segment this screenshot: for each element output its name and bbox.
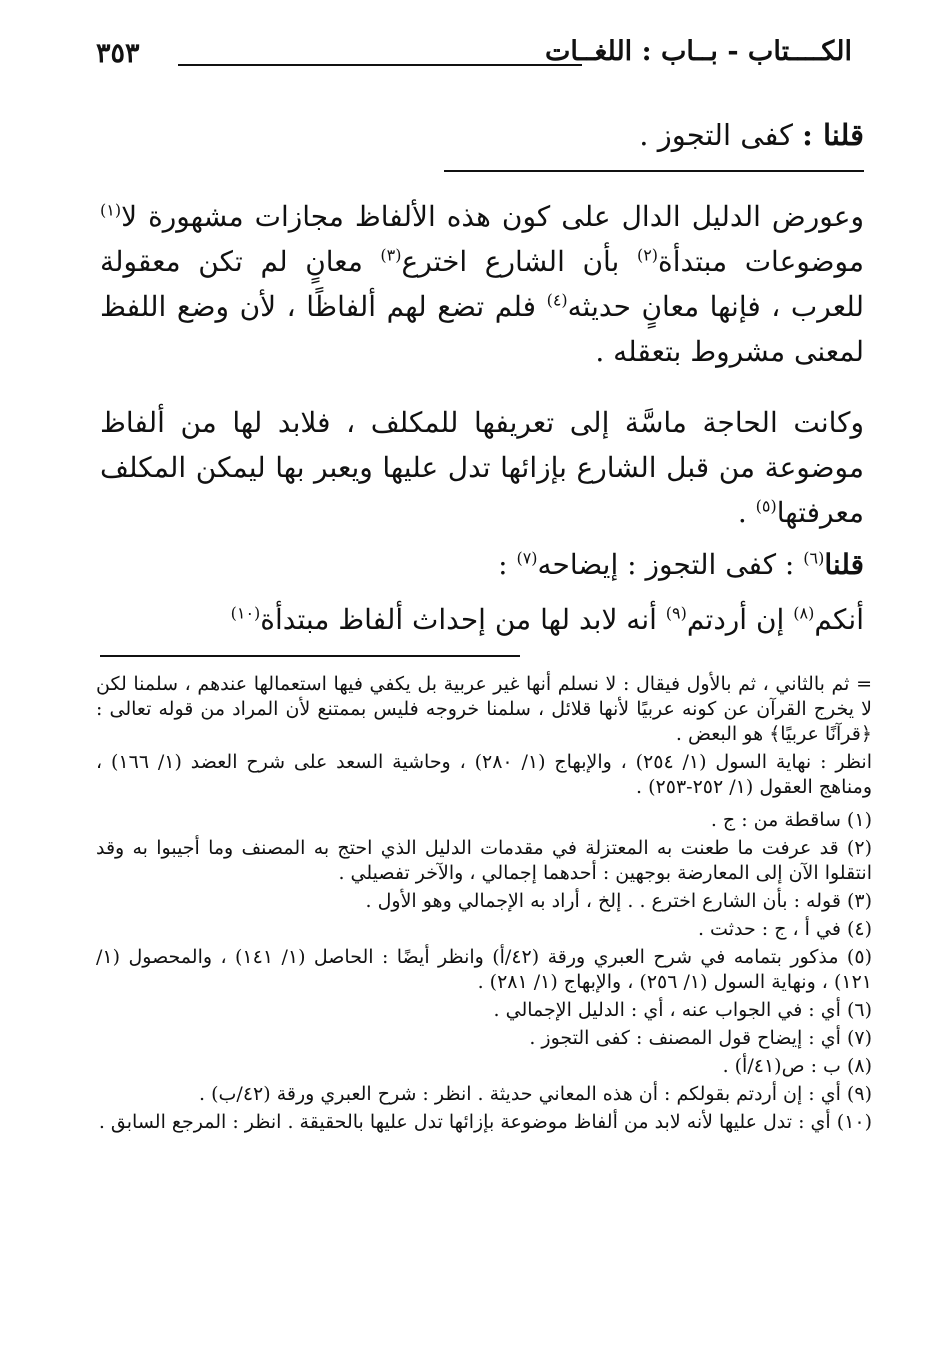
footnote-2: (٢) قد عرفت ما طعنت به المعتزلة في مقدمات الدليل الذي احتج به المصنف وما أجيبوا به وقد انتقلوا الآن إلى المعارضة بوجهين : أحدهما إجمالي ، والآخر تفصيلي . xyxy=(96,837,872,884)
p1-text-c: بأن الشارع اخترع xyxy=(401,245,637,278)
reply-line xyxy=(100,548,864,581)
running-title: الكــــتاب - بــاب : اللغــات xyxy=(545,36,852,67)
paragraph-need xyxy=(100,400,864,535)
footnote-5: (٥) مذكور بتمامه في شرح العبري ورقة (٤٢/أ) وانظر أيضًا : الحاصل (١/ ١٤١) ، والمحصول (١/ ١٢١) ، ونهاية السول (١/ ٢٥٦) ، والإبهاج (١/ ٢٨١) . xyxy=(96,946,872,993)
footnote-mark-4: (٤) xyxy=(546,290,568,310)
reply-text-b: : xyxy=(498,548,517,581)
footnote-mark-1: (١) xyxy=(100,200,122,220)
objection-text-a: أنكم xyxy=(814,603,864,636)
footnote-mark-10: (١٠) xyxy=(230,603,261,623)
footnote-6: (٦) أي : في الجواب عنه ، أي : الدليل الإجمالي . xyxy=(493,999,872,1021)
p1-text-e: فلم تضع لهم ألفاظًا ، لأن وضع اللفظ لمعنى مشروط بتعقله . xyxy=(100,290,864,368)
footnote-8: (٨) ب : ص(٤١/أ) . xyxy=(722,1055,872,1077)
footnote-7: (٧) أي : إيضاح قول المصنف : كفى التجوز . xyxy=(529,1027,872,1049)
header-rule xyxy=(178,64,582,66)
footnote-9: (٩) أي : إن أردتم بقولكم : أن هذه المعاني حديثة . انظر : شرح العبري ورقة (٤٢/ب) . xyxy=(199,1083,872,1105)
footnotes xyxy=(96,672,872,1138)
p1-text-b: موضوعات مبتدأة xyxy=(658,245,864,278)
footnote-references: انظر : نهاية السول (١/ ٢٥٤) ، والإبهاج (١/ ٢٨٠) ، وحاشية السعد على شرح العضد (١/ ١٦٦) ، ومناهج العقول (١/ ٢٥٢-٢٥٣) . xyxy=(96,751,872,798)
opening-text: كفى التجوز . xyxy=(639,118,793,152)
p2-text-a: وكانت الحاجة ماسَّة إلى تعريفها للمكلف ، فلابد لها من ألفاظ موضوعة من قبل الشارع بإزائها تدل عليها ويعبر بها ليمكن المكلف معرفتها xyxy=(100,406,864,529)
footnote-10: (١٠) أي : تدل عليها لأنه لابد من ألفاظ موضوعة بإزائها تدل عليها بالحقيقة . انظر : المرجع السابق . xyxy=(98,1111,872,1133)
opening-underline xyxy=(444,170,864,172)
page-number: ٣٥٣ xyxy=(96,38,140,69)
p1-text-d: معانٍ لم تكن معقولة للعرب ، فإنها معانٍ حديثه xyxy=(100,245,864,323)
footnote-mark-9: (٩) xyxy=(665,603,687,623)
opening-label: قلنا : xyxy=(802,118,864,152)
footnote-continuation: = ثم بالثاني ، ثم بالأول فيقال : لا نسلم أنها غير عربية بل يكفي فيها استعمالها عندهم ، سلمنا لكن لا يخرج القرآن عن كونه عربيًا لأنها قلائل ، سلمنا خروجه فليس بممتنع لأن المراد من قوله تعالى : ﴿قرآنًا عربيًا﴾ هو البعض . xyxy=(96,673,872,745)
footnote-mark-5: (٥) xyxy=(755,496,777,516)
opening-line xyxy=(100,118,864,152)
paragraph-objection xyxy=(100,194,864,374)
footnote-mark-7: (٧) xyxy=(516,548,538,568)
reply-text-a: : كفى التجوز : إيضاحه xyxy=(537,548,804,581)
page-header xyxy=(96,36,852,76)
footnote-4: (٤) في أ ، ج : حدثت . xyxy=(697,918,872,940)
objection-text-c: أنه لابد لها من إحداث ألفاظ مبتدأة xyxy=(260,603,666,636)
footnote-1: (١) ساقطة من : ج . xyxy=(710,809,872,831)
footnote-mark-6: (٦) xyxy=(803,548,825,568)
objection-underline xyxy=(100,655,520,657)
p1-text-a: وعورض الدليل الدال على كون هذه الألفاظ مجازات مشهورة لا xyxy=(121,200,864,233)
objection-text-b: إن أردتم xyxy=(686,603,794,636)
reply-label: قلنا xyxy=(824,548,864,581)
footnote-3: (٣) قوله : بأن الشارع اخترع . . إلخ ، أراد به الإجمالي وهو الأول . xyxy=(365,890,872,912)
footnote-mark-3: (٣) xyxy=(380,245,402,265)
footnote-mark-8: (٨) xyxy=(793,603,815,623)
objection-line xyxy=(100,603,864,636)
footnote-mark-2: (٢) xyxy=(636,245,659,265)
p2-text-b: . xyxy=(737,496,756,529)
